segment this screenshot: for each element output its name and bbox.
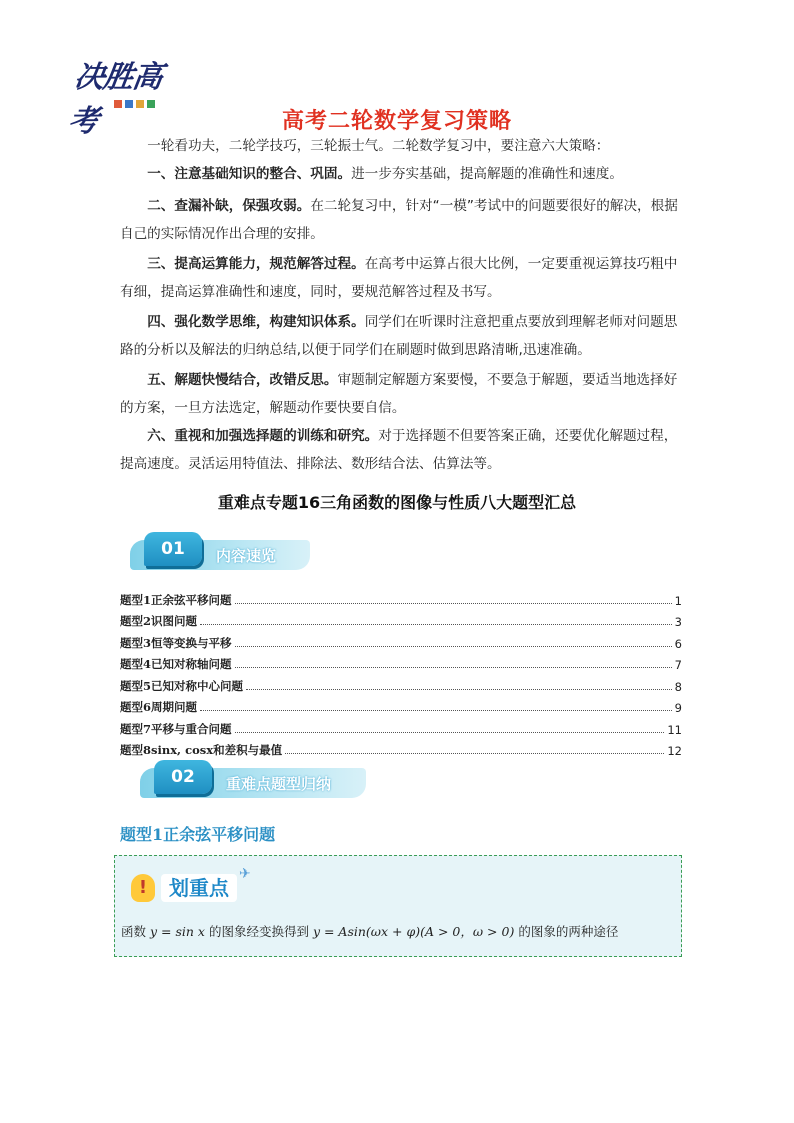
strategy-2	[120, 192, 680, 248]
key-point-badge	[127, 866, 257, 912]
logo-text: 决胜高考	[65, 60, 165, 139]
toc-item[interactable]	[120, 608, 682, 630]
toc-leader	[285, 753, 664, 754]
strategy-5-lead: 五、解题快慢结合，改错反思。	[147, 372, 338, 388]
math-expression: y = Asin(ωx + φ)(A > 0，ω > 0)	[312, 924, 515, 939]
main-title: 高考二轮数学复习策略	[281, 109, 512, 134]
toc-item[interactable]	[120, 694, 682, 716]
toc-item-title: 题型2识图问题	[120, 614, 198, 628]
toc-item[interactable]	[120, 737, 682, 759]
toc-leader	[200, 624, 672, 625]
strategy-3	[120, 250, 680, 306]
toc-item-page: 3	[674, 615, 682, 629]
banner-number: 01	[144, 532, 202, 566]
toc-leader	[235, 646, 672, 647]
toc-item-title: 题型1正余弦平移问题	[120, 592, 232, 607]
strategy-2-lead: 二、查漏补缺，保强攻弱。	[147, 198, 311, 214]
strategy-4-lead: 四、强化数学思维，构建知识体系。	[147, 314, 365, 330]
toc-item[interactable]	[120, 586, 682, 608]
toc-item-page: 9	[674, 701, 682, 715]
key-text-c: 的图象的两种途径	[518, 924, 619, 939]
toc-item[interactable]	[120, 715, 682, 737]
strategy-3-body: 在高考中运算占很大比例，一定要重视运算技巧粗中有细，提高运算准确性和速度，同时，要规范解答过程及书写。	[120, 256, 678, 300]
toc-leader	[200, 710, 672, 711]
intro-paragraph: 一轮看功夫，二轮学技巧，三轮振士气。二轮数学复习中，要注意六大策略：	[147, 138, 610, 154]
section-heading: 题型1正余弦平移问题	[120, 825, 276, 844]
strategy-6-body: 对于选择题不但要答案正确，还要优化解题过程，提高速度。灵活运用特值法、排除法、数形结合法、估算法等。	[120, 428, 678, 472]
toc-item-title: 题型4已知对称轴问题	[120, 657, 232, 671]
strategy-4	[120, 308, 680, 364]
banner-topics	[140, 760, 366, 798]
key-text-a: 函数	[121, 924, 147, 939]
paper-plane-icon: ✈	[239, 866, 251, 882]
toc-item-page: 12	[667, 744, 682, 758]
toc-leader	[235, 732, 665, 733]
strategy-1-lead: 一、注意基础知识的整合、巩固。	[147, 166, 352, 182]
lightbulb-icon: !	[131, 874, 155, 902]
toc-item-page: 1	[674, 593, 682, 608]
strategy-4-body: 同学们在听课时注意把重点要放到理解老师对问题思路的分析以及解法的归纳总结,以便于同学们在刷题时做到思路清晰,迅速准确。	[120, 314, 678, 358]
toc-item-title: 题型3恒等变换与平移	[120, 635, 232, 650]
toc-item[interactable]	[120, 651, 682, 673]
key-point-box	[114, 855, 682, 957]
table-of-contents	[120, 586, 682, 758]
toc-leader	[235, 603, 672, 604]
strategy-3-lead: 三、提高运算能力，规范解答过程。	[147, 256, 365, 272]
toc-item-title: 题型7平移与重合问题	[120, 721, 232, 736]
key-text-b: 的图象经变换得到	[208, 924, 309, 939]
strategy-5	[120, 366, 680, 422]
toc-item-title: 题型5已知对称中心问题	[120, 678, 244, 693]
banner-number: 02	[154, 760, 212, 794]
toc-item-page: 6	[674, 636, 682, 651]
toc-item-page: 11	[667, 722, 682, 737]
topic-title: 重难点专题16三角函数的图像与性质八大题型汇总	[217, 493, 577, 512]
math-expression: y = sin x	[150, 924, 205, 939]
key-point-label: 划重点	[161, 874, 237, 902]
key-point-text	[121, 922, 618, 940]
strategy-1	[120, 160, 680, 188]
toc-item[interactable]	[120, 629, 682, 651]
banner-contents	[130, 532, 310, 570]
toc-item-page: 7	[674, 658, 682, 672]
strategy-6	[120, 422, 680, 478]
toc-item[interactable]	[120, 672, 682, 694]
banner-label: 内容速览	[216, 547, 277, 565]
toc-item-title: 题型6周期问题	[120, 700, 198, 714]
strategy-2-body: 在二轮复习中，针对“一模”考试中的问题要很好的解决，根据自己的实际情况作出合理的安排。	[120, 198, 678, 242]
strategy-5-body: 审题制定解题方案要慢，不要急于解题，要适当地选择好的方案，一旦方法选定，解题动作要快要自信。	[120, 372, 678, 416]
banner-label: 重难点题型归纳	[226, 775, 332, 793]
toc-leader	[246, 689, 672, 690]
toc-item-page: 8	[674, 679, 682, 694]
toc-leader	[235, 667, 672, 668]
toc-item-title: 题型8sinx, cosx和差积与最值	[120, 743, 283, 757]
strategy-6-lead: 六、重视和加强选择题的训练和研究。	[147, 428, 379, 444]
strategy-1-body: 进一步夯实基础，提高解题的准确性和速度。	[351, 166, 623, 182]
